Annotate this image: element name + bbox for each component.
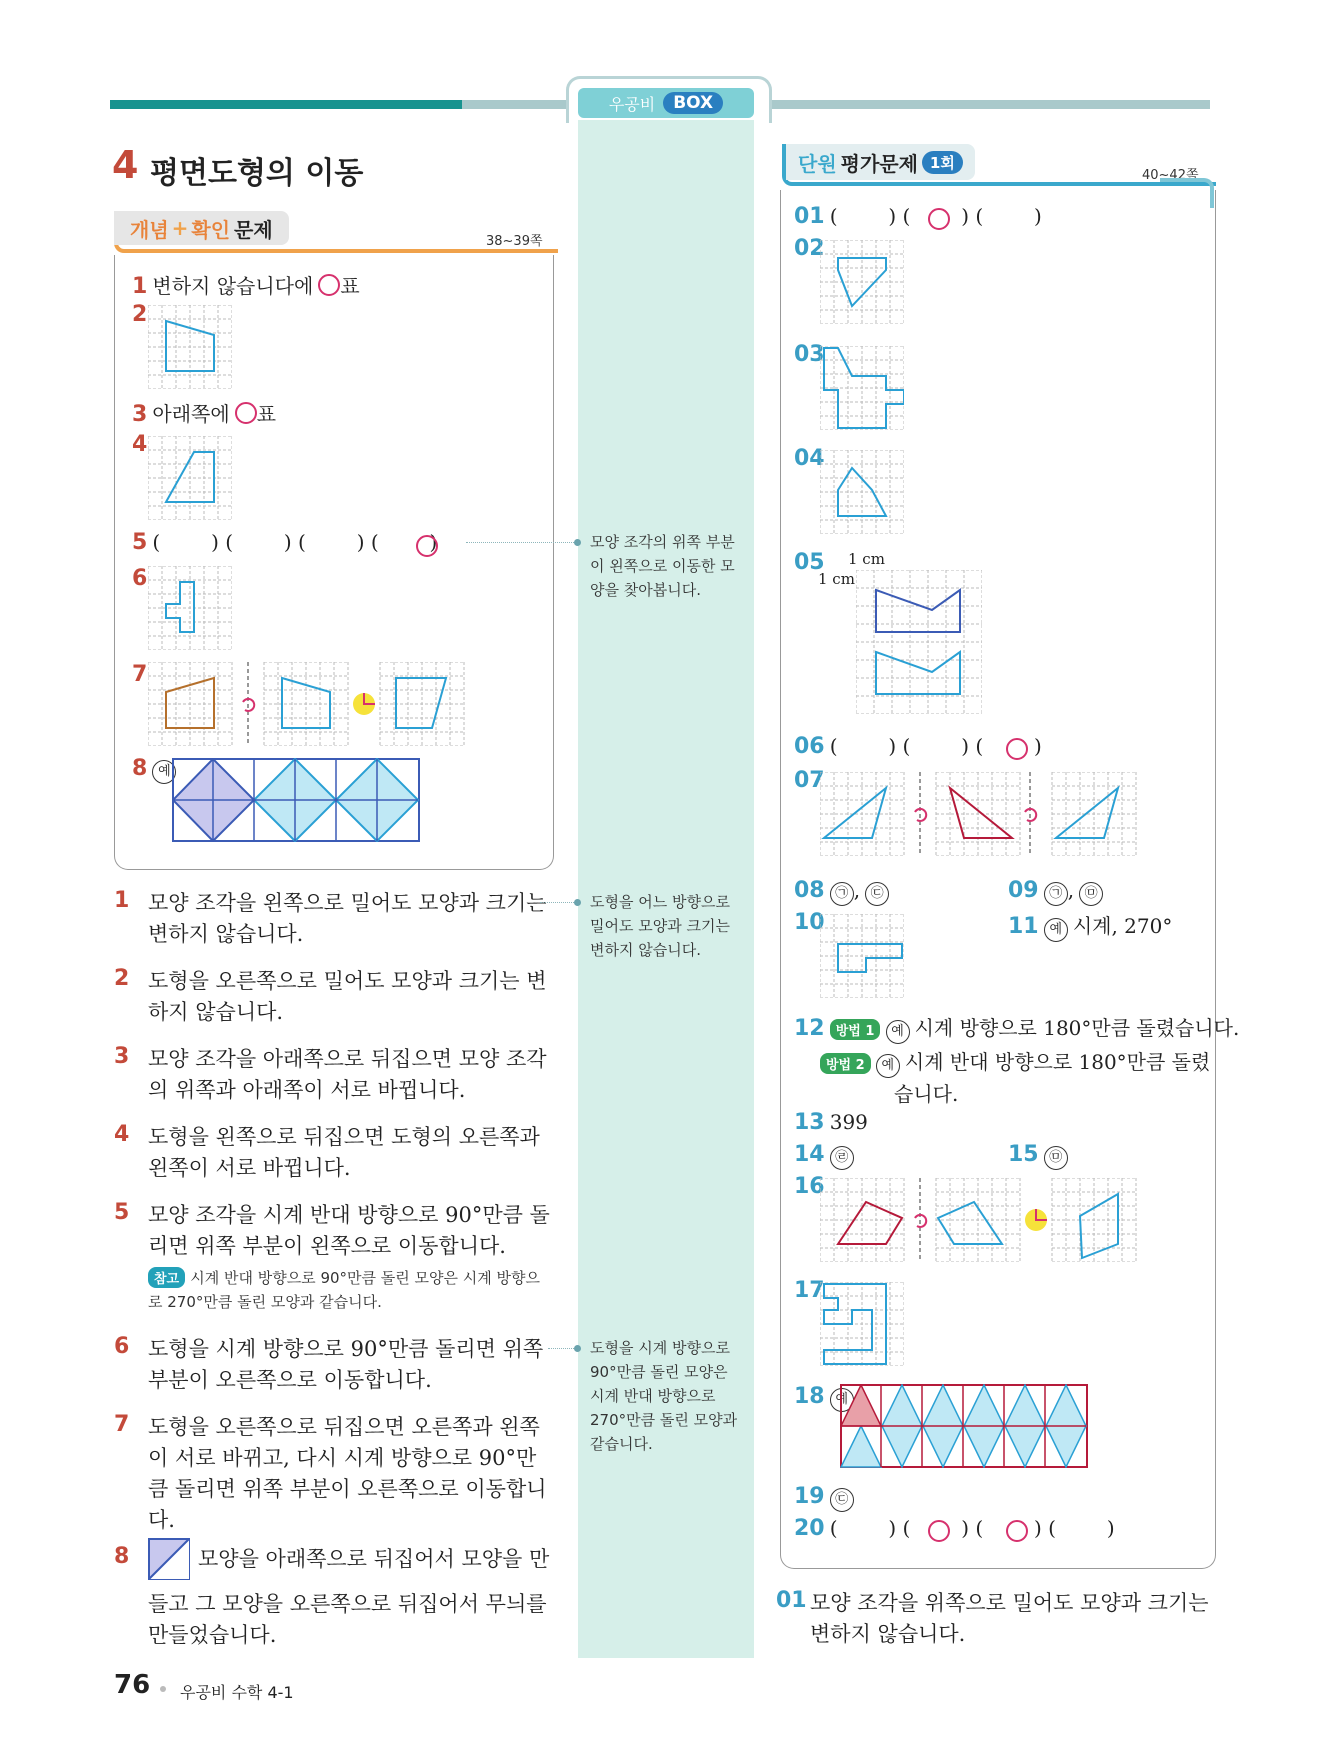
tab-word-eval: 평가문제 (840, 151, 918, 176)
r20-num: 20 (794, 1516, 825, 1541)
r-answer-15 (1008, 1142, 1068, 1170)
tab-word-check: 확인 (191, 217, 231, 242)
r08-a: ㉠ (830, 882, 854, 906)
r13-num: 13 (794, 1110, 825, 1135)
expl-2-num: 2 (114, 966, 130, 991)
r08-b: ㉢ (865, 882, 889, 906)
answer-3-text: 아래쪽에 (152, 402, 230, 426)
expl-7-text: 도형을 오른쪽으로 뒤집으면 오른쪽과 왼쪽이 서로 바뀌고, 다시 시계 방향으로 90°만큼 돌리면 위쪽 부분이 오른쪽으로 이동합니다. (148, 1415, 547, 1532)
r12-num: 12 (794, 1016, 825, 1041)
tab-word-unit: 단원 (798, 151, 837, 176)
example-mark: 예 (152, 760, 176, 784)
r18-pattern (840, 1384, 1090, 1468)
box-label-text: 우공비 (608, 94, 656, 114)
right-explanation-01 (776, 1588, 1212, 1650)
r-expl-01-num: 01 (776, 1588, 807, 1613)
explanation-5 (114, 1200, 552, 1262)
r07-num: 07 (794, 768, 825, 793)
answer-3-num: 3 (132, 402, 148, 427)
r18-num: 18 (794, 1384, 825, 1409)
top-rule-left (110, 100, 462, 109)
answer-5 (132, 530, 437, 555)
r14-num: 14 (794, 1142, 825, 1167)
r15-a: ㉤ (1044, 1146, 1068, 1170)
answer-2-figure (148, 305, 232, 389)
leader-line-3 (548, 1348, 574, 1349)
r05-cm-top: 1 cm (848, 550, 885, 568)
explanation-4 (114, 1122, 552, 1184)
r01-text: ( ) ( ) ( ) (829, 204, 1042, 228)
square-piece-icon (148, 1538, 190, 1580)
method-2-tag: 방법 2 (820, 1053, 871, 1074)
leader-dot-2 (574, 899, 581, 906)
answer-1-mark: 표 (340, 274, 360, 298)
explanation-1 (114, 888, 552, 950)
expl-4-num: 4 (114, 1122, 130, 1147)
expl-8-text-a: 모양을 아래쪽으로 뒤집어서 모양을 만 (198, 1547, 550, 1571)
r-answer-09: 09 ㉠ , ㉤ (1008, 878, 1103, 906)
plus-icon: + (171, 216, 189, 240)
expl-3-num: 3 (114, 1044, 130, 1069)
r11-text: 시계, 270° (1072, 914, 1173, 938)
r19-a: ㉢ (830, 1488, 854, 1512)
box-pill: BOX (663, 92, 723, 114)
circle-mark-icon (416, 535, 438, 557)
answer-6-figure (148, 566, 232, 650)
chapter-title: 평면도형의 이동 (150, 156, 364, 191)
r20-text: ( ) ( ) ( ) ( ) (829, 1516, 1115, 1540)
answer-7-num: 7 (132, 662, 148, 687)
r09-a: ㉠ (1044, 882, 1068, 906)
leader-dot-1 (574, 539, 581, 546)
expl-6-text: 도형을 시계 방향으로 90°만큼 돌리면 위쪽 부분이 오른쪽으로 이동합니다. (148, 1337, 544, 1392)
r08-num: 08 (794, 878, 825, 903)
leader-line-1 (466, 542, 578, 543)
answer-1-num: 1 (132, 274, 148, 299)
right-pages: 40~42쪽 (1142, 168, 1199, 183)
reference-tag: 참고 (148, 1267, 185, 1288)
explanation-7 (114, 1412, 552, 1536)
r-answer-11 (1008, 910, 1172, 942)
expl-7-num: 7 (114, 1412, 130, 1437)
round-badge: 1회 (922, 151, 963, 174)
answer-1-text: 변하지 않습니다에 (152, 274, 314, 298)
r-answer-19 (794, 1484, 854, 1512)
side-note-3: 도형을 시계 방향으로 90°만큼 돌린 모양은 시계 반대 방향으로 270°만큼 돌린 모양과 같습니다. (590, 1339, 738, 1453)
circle-mark-icon (928, 208, 950, 230)
example-mark: 예 (886, 1020, 910, 1044)
r03-figure (820, 346, 904, 430)
r05-figure (856, 570, 982, 714)
tab-word-concept: 개념 (130, 217, 169, 242)
expl-2-text: 도형을 오른쪽으로 밀어도 모양과 크기는 변하지 않습니다. (148, 969, 547, 1024)
answer-3 (132, 398, 276, 427)
r-answer-01 (794, 204, 1042, 229)
example-mark: 예 (830, 1388, 854, 1412)
box-label (578, 88, 754, 118)
answer-7-figures (148, 662, 468, 746)
r13-text: 399 (829, 1110, 868, 1134)
r01-num: 01 (794, 204, 825, 229)
r16-num: 16 (794, 1174, 825, 1199)
right-section-tab (786, 144, 975, 180)
r17-figure (820, 1282, 904, 1366)
answer-8-pattern (172, 758, 422, 842)
leader-line-2 (540, 902, 574, 903)
answer-4-figure (148, 436, 232, 520)
answer-1 (132, 270, 360, 299)
expl-3-text: 모양 조각을 아래쪽으로 뒤집으면 모양 조각의 위쪽과 아래쪽이 서로 바뀝니다. (148, 1047, 547, 1102)
method-1-tag: 방법 1 (830, 1019, 881, 1040)
circle-mark-icon (1006, 1520, 1028, 1542)
expl-4-text: 도형을 왼쪽으로 뒤집으면 도형의 오른쪽과 왼쪽이 서로 바뀝니다. (148, 1125, 540, 1180)
top-rule-left-light (462, 100, 570, 109)
left-pages: 38~39쪽 (486, 234, 543, 249)
r05-cm-left: 1 cm (818, 570, 855, 588)
explanation-3 (114, 1044, 552, 1106)
explanation-6 (114, 1334, 552, 1396)
r02-num: 02 (794, 236, 825, 261)
r06-num: 06 (794, 734, 825, 759)
expl-5-num: 5 (114, 1200, 130, 1225)
r05-num: 05 (794, 550, 825, 575)
r04-num: 04 (794, 446, 825, 471)
r07-figures (820, 772, 1140, 856)
r16-figures (820, 1178, 1140, 1262)
r02-figure (820, 240, 904, 324)
r-answer-08: 08 ㉠ , ㉢ (794, 878, 889, 906)
expl-6-num: 6 (114, 1334, 130, 1359)
book-title: 우공비 수학 4-1 (180, 1683, 294, 1702)
side-note-1: 모양 조각의 위쪽 부분이 왼쪽으로 이동한 모양을 찾아봅니다. (590, 533, 735, 599)
answer-2-num: 2 (132, 302, 148, 327)
tab-word-problem: 문제 (234, 217, 273, 242)
circle-mark-icon (318, 274, 340, 296)
answer-8-num: 8 (132, 756, 148, 781)
example-mark: 예 (876, 1054, 900, 1078)
r17-num: 17 (794, 1278, 825, 1303)
circle-mark-icon (1006, 738, 1028, 760)
top-rule-right (760, 100, 1210, 109)
circle-mark-icon (928, 1520, 950, 1542)
answer-3-mark: 표 (256, 402, 277, 426)
answer-4-num: 4 (132, 432, 148, 457)
r15-num: 15 (1008, 1142, 1039, 1167)
r-answer-13 (794, 1110, 868, 1135)
answer-6-num: 6 (132, 566, 148, 591)
r12-text-2: 시계 반대 방향으로 180°만큼 돌렸 (904, 1050, 1211, 1074)
example-mark: 예 (1044, 918, 1068, 942)
r14-a: ㉣ (830, 1146, 854, 1170)
leader-dot-3 (574, 1345, 581, 1352)
r06-text: ( ) ( ) ( ) (829, 734, 1042, 758)
r-answer-20 (794, 1516, 1115, 1541)
expl-8-text-b: 들고 그 모양을 오른쪽으로 뒤집어서 무늬를 만들었습니다. (148, 1592, 547, 1647)
expl-1-text: 모양 조각을 왼쪽으로 밀어도 모양과 크기는 변하지 않습니다. (148, 891, 547, 946)
footer-dot (160, 1686, 166, 1692)
expl-5-text: 모양 조각을 시계 반대 방향으로 90°만큼 돌리면 위쪽 부분이 왼쪽으로 이동합니다. (148, 1203, 550, 1258)
r19-num: 19 (794, 1484, 825, 1509)
explanation-8 (114, 1538, 552, 1651)
answer-8 (132, 756, 176, 784)
r12-text-1: 시계 방향으로 180°만큼 돌렸습니다. (914, 1016, 1240, 1040)
chapter-number: 4 (112, 143, 139, 187)
side-note-2: 도형을 어느 방향으로 밀어도 모양과 크기는 변하지 않습니다. (590, 893, 730, 959)
r09-num: 09 (1008, 878, 1039, 903)
reference-text: 시계 반대 방향으로 90°만큼 돌린 모양은 시계 방향으로 270°만큼 돌린 모양과 같습니다. (148, 1269, 540, 1311)
r11-num: 11 (1008, 914, 1039, 939)
r-answer-12-method-2 (820, 1046, 1210, 1078)
answer-5-text: ( ) ( ) ( ) ( ) (152, 530, 438, 554)
answer-5-num: 5 (132, 530, 148, 555)
reference-note (148, 1266, 554, 1314)
page-number: 76 (114, 1670, 151, 1700)
r-answer-06 (794, 734, 1042, 759)
expl-1-num: 1 (114, 888, 130, 913)
expl-8-num: 8 (114, 1544, 130, 1569)
explanation-2 (114, 966, 552, 1028)
left-section-tab (114, 211, 289, 245)
r10-num: 10 (794, 910, 825, 935)
r12-text-2b: 습니다. (894, 1082, 959, 1106)
r09-b: ㉤ (1079, 882, 1103, 906)
circle-mark-icon (235, 402, 257, 424)
r-answer-12 (794, 1012, 1239, 1044)
r10-figure (820, 914, 904, 998)
r-expl-01-text: 모양 조각을 위쪽으로 밀어도 모양과 크기는 변하지 않습니다. (810, 1591, 1209, 1646)
r03-num: 03 (794, 342, 825, 367)
r-answer-14 (794, 1142, 854, 1170)
r04-figure (820, 450, 904, 534)
